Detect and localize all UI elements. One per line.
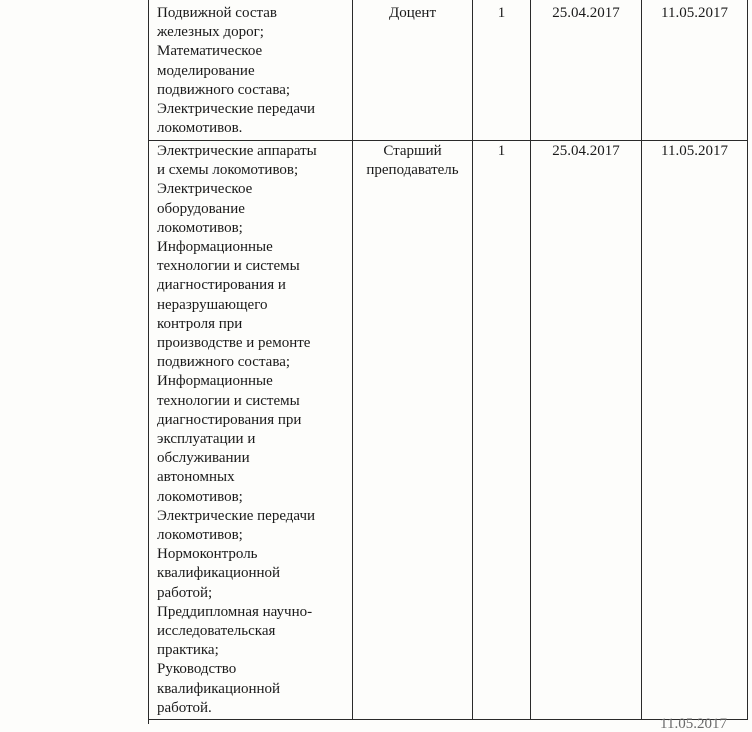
- table-cell-position: Доцент: [389, 5, 436, 21]
- table-border-right: [747, 0, 748, 720]
- table-cell-count: 1: [497, 5, 506, 21]
- cut-off-date: 11.05.2017: [660, 716, 727, 732]
- table-bottom-border: [148, 719, 748, 720]
- table-cell-date-end: 11.05.2017: [661, 143, 728, 159]
- table-cell-date-start: 25.04.2017: [552, 143, 620, 159]
- table-cell-subjects: Подвижной состав железных дорог; Математическое моделирование подвижного состава; Электрические передачи локомотивов.: [157, 5, 316, 137]
- table-cell-position: Старший преподаватель: [366, 143, 459, 179]
- row-divider: [148, 140, 748, 141]
- column-divider-4: [641, 0, 642, 720]
- column-divider-1: [352, 0, 353, 720]
- table-cell-count: 1: [497, 143, 506, 159]
- table-border-left: [148, 0, 149, 724]
- table-cell-subjects: Электрические аппараты и схемы локомотивов; Электрическое оборудование локомотивов; Информационные технологии и системы диагностирования и неразрушающего контроля при производстве и ремонте подвижного состава; Информационные технологии и системы диагностирования при эксплуатации и обслуживании автономных локомотивов; Электрические передачи локомотивов; Нормоконтроль квалификационной работой; Преддипломная научно- исследовательская практика; Руководство квалификационной работой.: [157, 143, 317, 716]
- column-divider-2: [472, 0, 473, 720]
- table-cell-date-start: 25.04.2017: [552, 5, 620, 21]
- column-divider-3: [530, 0, 531, 720]
- table-cell-date-end: 11.05.2017: [661, 5, 728, 21]
